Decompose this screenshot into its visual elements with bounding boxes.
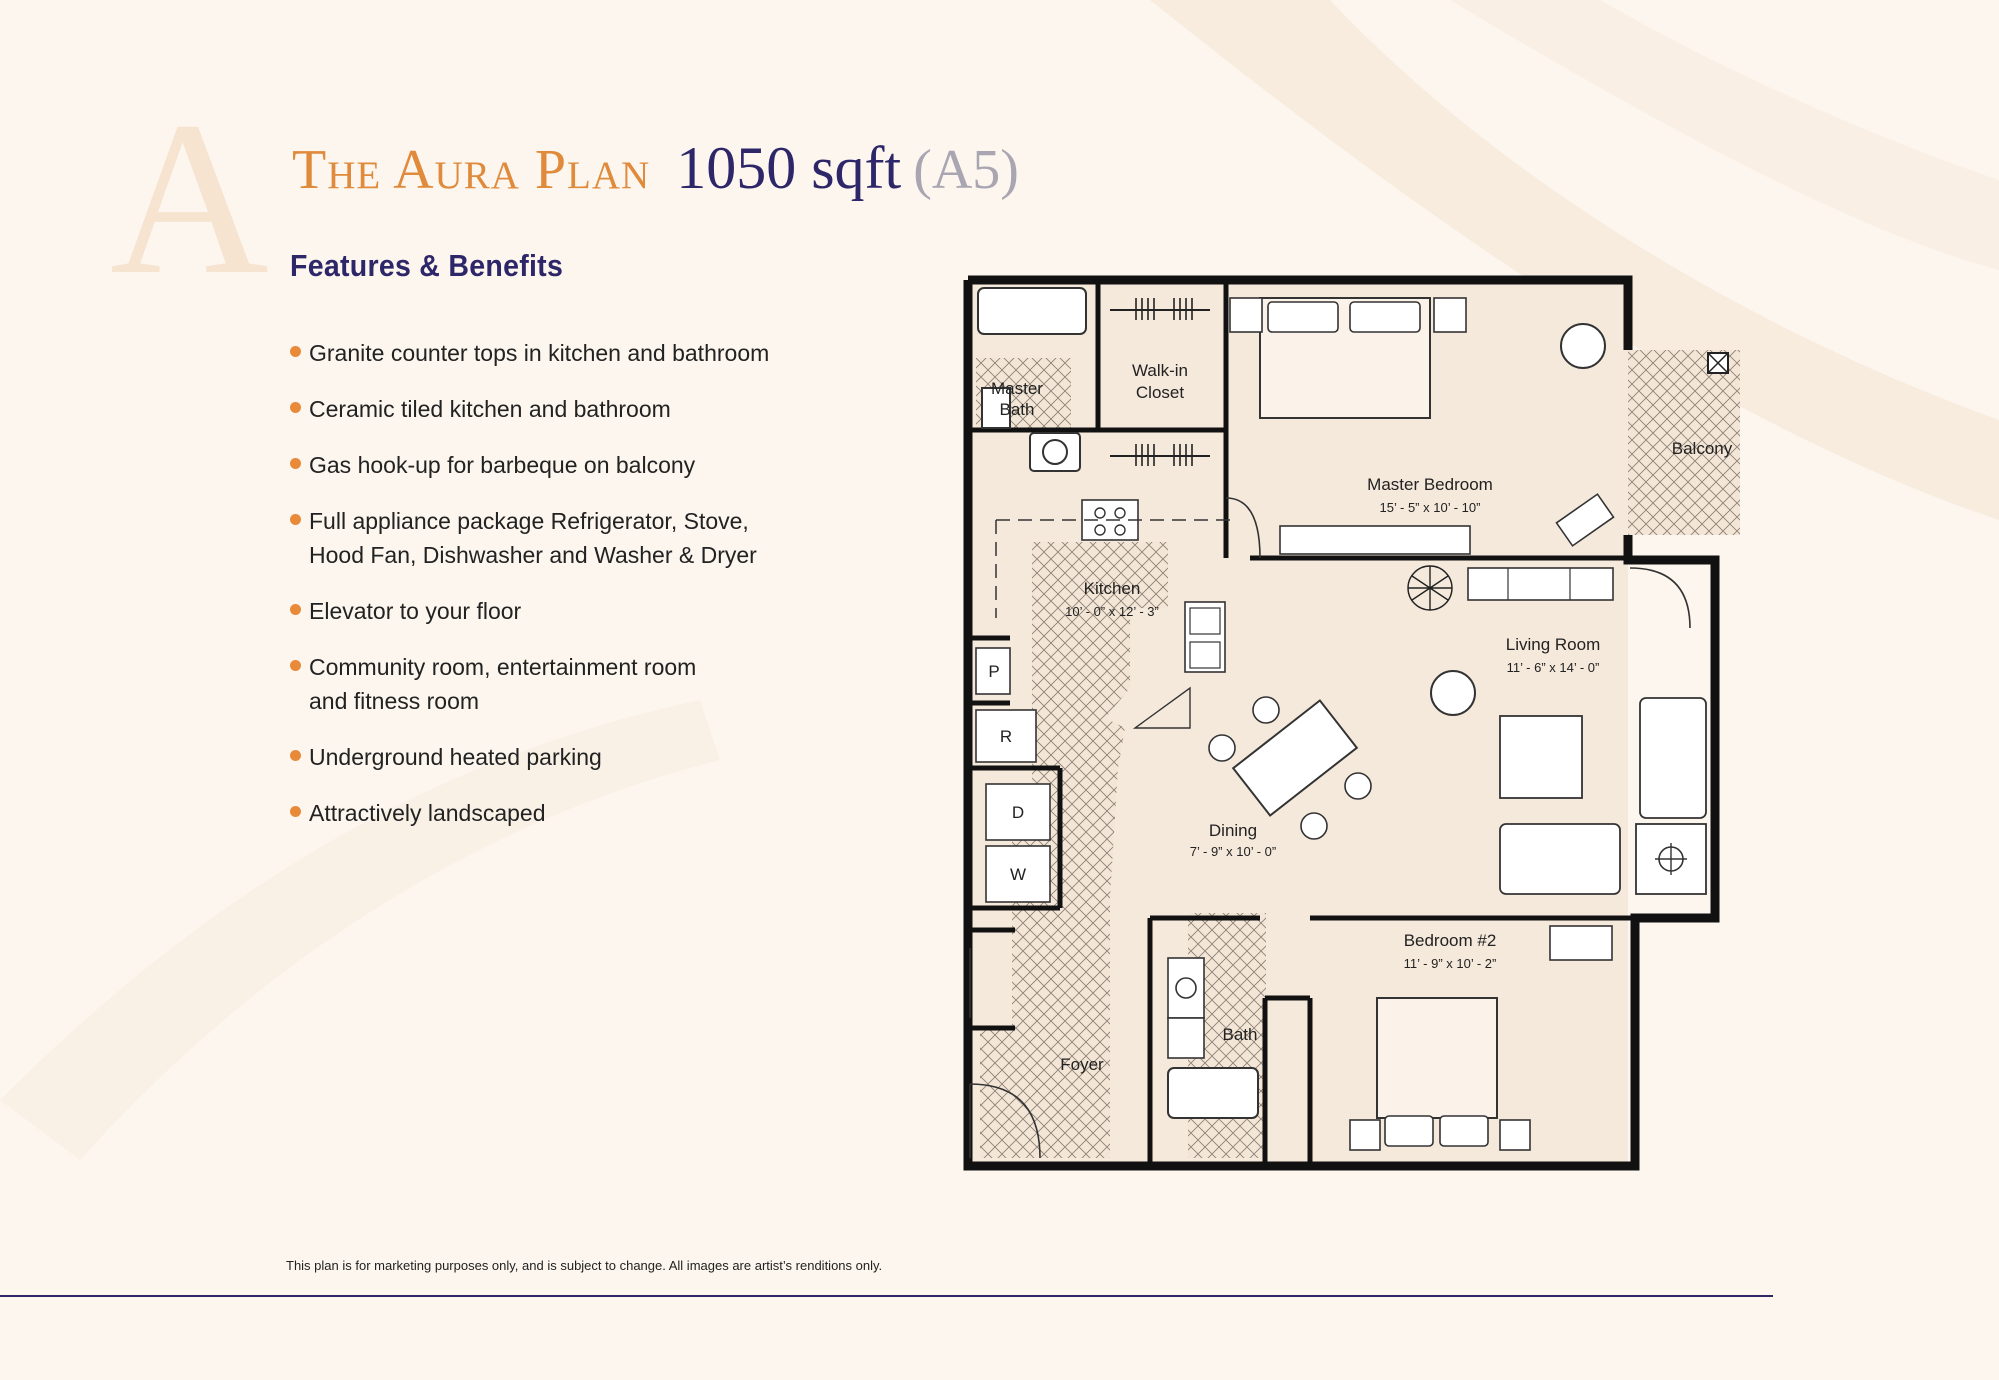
feature-item (288, 448, 769, 482)
label-dining: Dining (1208, 821, 1258, 840)
feature-text: and fitness room (309, 688, 480, 714)
feature-item (288, 740, 769, 774)
feature-item (288, 650, 769, 718)
label-bath: Bath (1222, 1025, 1258, 1044)
bullet-icon (290, 346, 301, 357)
label-master-bedroom: Master Bedroom (1367, 475, 1493, 494)
bullet-icon (290, 514, 301, 525)
bullet-icon (290, 806, 301, 817)
bullet-icon (290, 604, 301, 615)
disclaimer: This plan is for marketing purposes only, and is subject to change. All images are artist’s renditions only. (286, 1258, 883, 1273)
feature-text: Full appliance package Refrigerator, Stove, (309, 508, 749, 534)
feature-item (288, 504, 769, 572)
feature-text: Community room, entertainment room (309, 654, 697, 680)
label-dining-dims: 7’ - 9” x 10’ - 0” (1189, 844, 1277, 859)
page-title (292, 135, 1019, 201)
features-list (288, 336, 769, 830)
features-heading: Features & Benefits (290, 248, 564, 283)
label-dryer: D (1011, 803, 1025, 822)
label-washer: W (1009, 865, 1027, 884)
feature-text: Granite counter tops in kitchen and bathroom (309, 340, 770, 366)
plan-letter: A (110, 76, 269, 320)
footer-rule (0, 1295, 1773, 1297)
label-living-room: Living Room (1505, 635, 1601, 654)
plan-name: The Aura Plan (292, 139, 651, 201)
feature-text: Underground heated parking (309, 744, 602, 770)
bullet-icon (290, 750, 301, 761)
feature-item (288, 392, 769, 426)
label-refrigerator: R (999, 727, 1013, 746)
label-master-bedroom-dims: 15’ - 5” x 10’ - 10” (1379, 500, 1481, 515)
feature-text: Elevator to your floor (309, 598, 522, 624)
feature-item (288, 796, 769, 830)
floor-plan (960, 258, 1740, 1178)
label-living-room-dims: 11’ - 6” x 14’ - 0” (1506, 660, 1600, 675)
label-balcony: Balcony (1671, 439, 1733, 458)
bullet-icon (290, 660, 301, 671)
feature-text: Attractively landscaped (309, 800, 546, 826)
label-walk-in-closet-1: Walk-in (1131, 361, 1189, 380)
feature-item (288, 336, 769, 370)
feature-text: Gas hook-up for barbeque on balcony (309, 452, 696, 478)
feature-text: Hood Fan, Dishwasher and Washer & Dryer (309, 542, 757, 568)
feature-text: Ceramic tiled kitchen and bathroom (309, 396, 671, 422)
label-master-bath-1: Master (991, 379, 1043, 398)
bullet-icon (290, 402, 301, 413)
plan-code: (A5) (913, 139, 1019, 201)
label-kitchen-dims: 10’ - 0” x 12’ - 3” (1065, 604, 1159, 619)
label-pantry: P (988, 662, 1000, 681)
bullet-icon (290, 458, 301, 469)
label-kitchen: Kitchen (1083, 579, 1141, 598)
feature-item (288, 594, 769, 628)
label-foyer: Foyer (1060, 1055, 1104, 1074)
label-bedroom-2-dims: 11’ - 9” x 10’ - 2” (1403, 956, 1497, 971)
plan-sqft: 1050 sqft (676, 135, 902, 201)
label-walk-in-closet-2: Closet (1135, 383, 1185, 402)
label-master-bath-2: Bath (999, 400, 1035, 419)
label-bedroom-2: Bedroom #2 (1403, 931, 1497, 950)
